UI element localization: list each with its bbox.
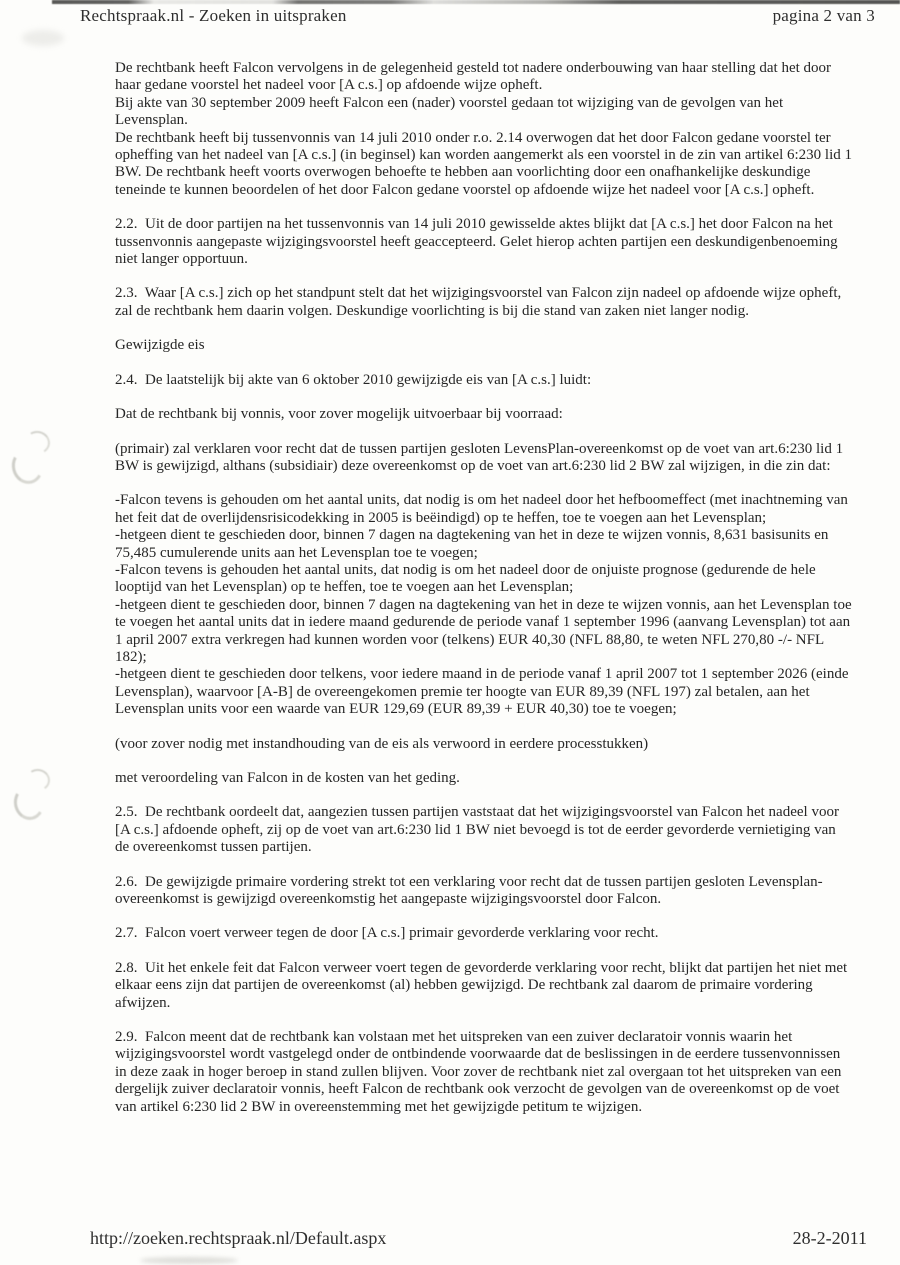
paragraph: (primair) zal verklaren voor recht dat de tussen partijen gesloten LevensPlan-overeenkomst op de voet van art.6:230 lid 1 BW is gewijzigd, althans (subsidiair) deze overeenkomst op de voet van art.6:230 lid 2 BW zal wijzigen, in die zin dat:	[115, 440, 844, 474]
document-footer	[90, 1228, 867, 1249]
paragraph: met veroordeling van Falcon in de kosten van het geding.	[115, 770, 460, 786]
paragraph: 2.5. De rechtbank oordeelt dat, aangezien tussen partijen vaststaat dat het wijzigingsvoorstel van Falcon het nadeel voor [A c.s.] afdoende opheft, zij op de voet van art.6:230 lid 1 BW niet bevoegd is tot de eerder gevorderde vernietiging van de overeenkomst tussen partijen.	[115, 804, 839, 856]
document-body	[115, 60, 852, 1116]
scan-smudge-bottom	[140, 1257, 238, 1264]
page-number-indicator: pagina 2 van 3	[772, 6, 875, 25]
paragraph: 2.2. Uit de door partijen na het tussenvonnis van 14 juli 2010 gewisselde aktes blijkt dat [A c.s.] het door Falcon na het tussenvonnis aangepaste wijzigingsvoorstel heeft geaccepteerd. Gelet hierop achten partijen een deskundigenbenoeming niet langer opportuun.	[115, 216, 838, 268]
paragraph: (voor zover nodig met instandhouding van de eis als verwoord in eerdere processtukken)	[115, 735, 649, 752]
paragraph: -Falcon tevens is gehouden het aantal units, dat nodig is om het nadeel door de onjuiste prognose (gedurende de hele looptijd van het Levensplan) op te heffen, toe te voegen aan het Levensplan;	[115, 561, 816, 596]
paragraph: -hetgeen dient te geschieden door, binnen 7 dagen na dagtekening van het in deze te wijzen vonnis, aan het Levensplan toe te voegen het aantal units dat in iedere maand gedurende de periode vanaf 1 september 1996 (aanvang Levensplan) tot aan 1 april 2007 extra verkregen had kunnen worden voor (telkens) EUR 40,30 (NFL 88,80, te weten NFL 270,80 -/- NFL 182);	[115, 596, 852, 665]
paragraph: Gewijzigde eis	[115, 337, 205, 354]
footer-url: http://zoeken.rechtspraak.nl/Default.aspx	[90, 1228, 387, 1248]
paragraph: -hetgeen dient te geschieden door telkens, voor iedere maand in de periode vanaf 1 april 2007 tot 1 september 2026 (einde Levensplan), waarvoor [A-B] de overeengekomen premie ter hoogte van EUR 89,39 (NFL 197) zal betalen, aan het Levensplan units voor een waarde van EUR 129,69 (EUR 89,39 + EUR 40,30) toe te voegen;	[115, 666, 849, 718]
paragraph: -Falcon tevens is gehouden om het aantal units, dat nodig is om het nadeel door het hefboomeffect (met inachtneming van het feit dat de overlijdensrisicodekking in 2005 is beëindigd) op te heffen, toe te voegen aan het Levensplan;	[115, 492, 848, 526]
paragraph: Dat de rechtbank bij vonnis, voor zover mogelijk uitvoerbaar bij voorraad:	[115, 406, 563, 423]
paragraph: 2.9. Falcon meent dat de rechtbank kan volstaan met het uitspreken van een zuiver declaratoir vonnis waarin het wijzigingsvoorstel wordt vastgelegd onder de ontbindende voorwaarde dat de beslissingen in de eerdere tussenvonnissen in deze zaak in hoger beroep in stand zullen blijven. Voor zover de rechtbank niet zal overgaan tot het uitspreken van een dergelijk zuiver declaratoir vonnis, heeft Falcon de rechtbank ook verzocht de gevolgen van de overeenkomst op de voet van artikel 6:230 lid 2 BW in overeenstemming met het gewijzigde petitum te wijzigen.	[115, 1029, 842, 1115]
paragraph: 2.6. De gewijzigde primaire vordering strekt tot een verklaring voor recht dat de tussen partijen gesloten Levensplan-overeenkomst is gewijzigd overeenkomstig het aangepaste wijzigingsvoorstel door Falcon.	[115, 873, 823, 908]
paragraph: 2.7. Falcon voert verweer tegen de door [A c.s.] primair gevorderde verklaring voor recht.	[115, 925, 659, 942]
paragraph: 2.3. Waar [A c.s.] zich op het standpunt stelt dat het wijzigingsvoorstel van Falcon zijn nadeel op afdoende wijze opheft, zal de rechtbank hem daarin volgen. Deskundige voorlichting is bij die stand van zaken niet langer nodig.	[115, 285, 842, 319]
paragraph: -hetgeen dient te geschieden door, binnen 7 dagen na dagtekening van het in deze te wijzen vonnis, 8,631 basisunits en 75,485 cumulerende units aan het Levensplan toe te voegen;	[115, 527, 829, 561]
paragraph: De rechtbank heeft bij tussenvonnis van 14 juli 2010 onder r.o. 2.14 overwogen dat het door Falcon gedane voorstel ter opheffing van het nadeel van [A c.s.] (in beginsel) kan worden aangemerkt als een voorstel in de zin van artikel 6:230 lid 1 BW. De rechtbank heeft voorts overwogen behoefte te hebben aan voorlichting door een onafhankelijke deskundige teneinde te kunnen beoordelen of het door Falcon gedane voorstel op afdoende wijze het nadeel voor [A c.s.] opheft.	[115, 129, 852, 198]
document-header-title: Rechtspraak.nl - Zoeken in uitspraken	[80, 6, 347, 25]
footer-date: 28-2-2011	[792, 1228, 867, 1248]
paragraph: Bij akte van 30 september 2009 heeft Falcon een (nader) voorstel gedaan tot wijziging van de gevolgen van het Levensplan.	[115, 94, 784, 129]
scan-smudge-top	[52, 0, 900, 4]
paragraph: 2.4. De laatstelijk bij akte van 6 oktober 2010 gewijzigde eis van [A c.s.] luidt:	[115, 371, 592, 388]
paragraph: De rechtbank heeft Falcon vervolgens in de gelegenheid gesteld tot nadere onderbouwing van haar stelling dat het door haar gedane voorstel het nadeel voor [A c.s.] op afdoende wijze opheft.	[115, 60, 832, 94]
paragraph: 2.8. Uit het enkele feit dat Falcon verweer voert tegen de gevorderde verklaring voor recht, blijkt dat partijen het niet met elkaar eens zijn dat partijen de overeenkomst (al) hebben gewijzigd. De rechtbank zal daarom de primaire vordering afwijzen.	[115, 959, 848, 1011]
document-header	[80, 6, 875, 26]
scan-blotch	[22, 30, 64, 46]
